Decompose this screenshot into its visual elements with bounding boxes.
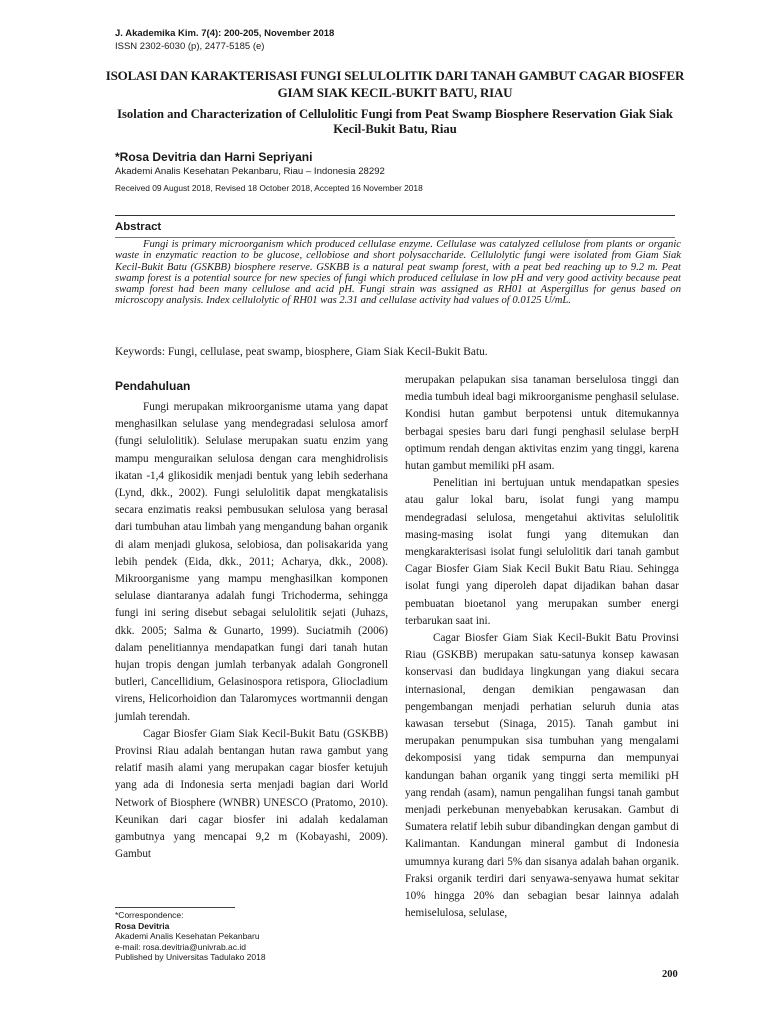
- left-column: [115, 399, 388, 863]
- footnote-label: *Correspondence:: [115, 910, 184, 920]
- title-indonesian: ISOLASI DAN KARAKTERISASI FUNGI SELULOLITIK DARI TANAH GAMBUT CAGAR BIOSFER GIAM SIAK KECIL-BUKIT BATU, RIAU: [105, 68, 685, 100]
- left-paragraph-1: Fungi merupakan mikroorganisme utama yang dapat menghasilkan selulase yang mendegradasi selulosa amorf (fungi selulolitik). Selulase merupakan suatu enzim yang mampu menguraikan selulosa dengan cara menghidrolisis ikatan -1,4 glikosidik menjadi bentuk yang lebih sederhana (Lynd, dkk., 2002). Fungi selulolitik dapat mengkatalisis secara enzimatis reaksi pembusukan selulosa yang berasal dari tumbuhan atau limbah yang mengandung bahan organik di alam menjadi glukosa, selobiosa, dan polisakarida yang lebih pendek (Eida, dkk., 2011; Acharya, dkk., 2008). Mikroorganisme yang mampu menghasilkan komponen selulase diantaranya adalah fungi Trichoderma, sehingga fungi ini sering disebut sebagai selulolitik sejati (Juhazs, dkk. 2005; Salma & Gunarto, 1999). Suciatmih (2006) dalam penelitiannya mendapatkan fungi dari tanah hutan hujan tropis dengan jumlah terbanyak adalah Gongronell butleri, Cancellidium, Gelasinospora retispora, Gliocladium virens, Helicorhoidion dan Talaromyces wortmannii dengan jumlah terendah.: [115, 401, 388, 723]
- footnote-divider: [115, 907, 235, 908]
- title-english: Isolation and Characterization of Cellulolitic Fungi from Peat Swamp Biosphere Reservation Giak Siak Kecil-Bukit Batu, Riau: [117, 107, 673, 136]
- keywords: Keywords: Fungi, cellulase, peat swamp, biosphere, Giam Siak Kecil-Bukit Batu.: [115, 346, 488, 358]
- journal-issn: ISSN 2302-6030 (p), 2477-5185 (e): [115, 41, 265, 52]
- footnote-institution: Akademi Analis Kesehatan Pekanbaru: [115, 931, 260, 942]
- affiliation: Akademi Analis Kesehatan Pekanbaru, Riau – Indonesia 28292: [115, 166, 385, 177]
- header-divider: [115, 215, 675, 216]
- page-number: 200: [662, 969, 678, 980]
- abstract-divider: [115, 237, 675, 238]
- left-paragraph-2: Cagar Biosfer Giam Siak Kecil-Bukit Batu (GSKBB) Provinsi Riau adalah bentangan hutan rawa gambut yang relatif masih alami yang merupakan cagar biosfer ketujuh yang ada di Indonesia serta menjadi bagian dari World Network of Biosphere (WNBR) UNESCO (Pratomo, 2010). Keunikan dari cagar biosfer ini adalah kedalaman gambutnya yang mencapai 9,2 m (Kobayashi, 2009). Gambut: [115, 727, 388, 861]
- footnote-name: Rosa Devitria: [115, 920, 170, 931]
- abstract-text: Fungi is primary microorganism which produced cellulase enzyme. Cellulase was catalyzed cellulose from plants or organic waste in enzymatic reaction to be glucose, cellobiose and short polysaccharide. Cellulolytic fungi were isolated from Giam Siak Kecil-Bukit Batu (GSKBB) biosphere reserve. GSKBB is a natural peat swamp forest, with a peat bed reaching up to 9.2 m. Peat swamp forest is a potential source for new species of fungi which produced cellulase in low pH and very good activity because peat swamp forest had been many cellulose and acid pH. Fungi strain was assigned as RH01 at Aspergillus for genus based on microscopy analysis. Index cellulolytic of RH01 was 2.31 and cellulase activity had values of 0.0125 U/mL.: [115, 239, 681, 307]
- correspondence-footnote: [115, 910, 266, 963]
- right-paragraph-3: Cagar Biosfer Giam Siak Kecil-Bukit Batu Provinsi Riau (GSKBB) merupakan satu-satunya konsep kawasan konservasi dan budidaya lingkungan yang diakui secara internasional, dengan demikian pengawasan dan pengembangan menjadi perhatian seluruh dunia atas kawasan tersebut (Sinaga, 2015). Tanah gambut ini merupakan penumpukan sisa tumbuhan yang mengalami dekomposisi yang tidak sempurna dan mempunyai kandungan bahan organik yang tinggi serta memiliki pH yang rendah (asam), namun pengalihan fungsi tanah gambut menjadi perkebunan menyebabkan kerusakan. Gambut di Sumatera relatif lebih subur dibandingkan dengan gambut di Kalimantan. Kandungan mineral gambut di Indonesia umumnya kurang dari 5% dan sisanya adalah bahan organik. Fraksi organik terdiri dari senyawa-senyawa humat sekitar 10% hingga 20% dan sebagian besar lainnya adalah hemiselulosa, selulase,: [405, 632, 679, 920]
- abstract-heading: Abstract: [115, 221, 162, 233]
- journal-citation: J. Akademika Kim. 7(4): 200-205, November 2018: [115, 28, 335, 39]
- right-paragraph-1: merupakan pelapukan sisa tanaman berselulosa tinggi dan media tumbuh ideal bagi mikroorganisme penghasil selulase. Kondisi hutan gambut berpotensi untuk ditemukannya berbagai spesies baru dari fungi penghasil selulase berpH optimum rendah dengan aktivitas enzim yang tinggi, karena hutan gambut memiliki pH asam.: [405, 374, 679, 473]
- authors: *Rosa Devitria dan Harni Sepriyani: [115, 150, 313, 164]
- footnote-publisher: Published by Universitas Tadulako 2018: [115, 952, 266, 963]
- footnote-email[interactable]: e-mail: rosa.devitria@univrab.ac.id: [115, 941, 246, 952]
- journal-info: [115, 27, 334, 53]
- section-heading: Pendahuluan: [115, 379, 191, 393]
- right-paragraph-2: Penelitian ini bertujuan untuk mendapatkan spesies atau galur lokal baru, isolat fungi yang mampu mendegradasi selulosa, mengetahui aktivitas selulolitik masing-masing isolat fungi yang ditemukan dan mengkarakterisasi isolat fungi selulolitik dari tanah gambut Cagar Biosfer Giam Siak Kecil Bukit Batu Riau. Sehingga isolat fungi yang diperoleh dapat dijadikan bahan dasar pembuatan bioetanol yang merupakan sumber energi terbarukan saat ini.: [405, 477, 679, 627]
- received-dates: Received 09 August 2018, Revised 18 October 2018, Accepted 16 November 2018: [115, 183, 423, 193]
- right-column: [405, 372, 679, 923]
